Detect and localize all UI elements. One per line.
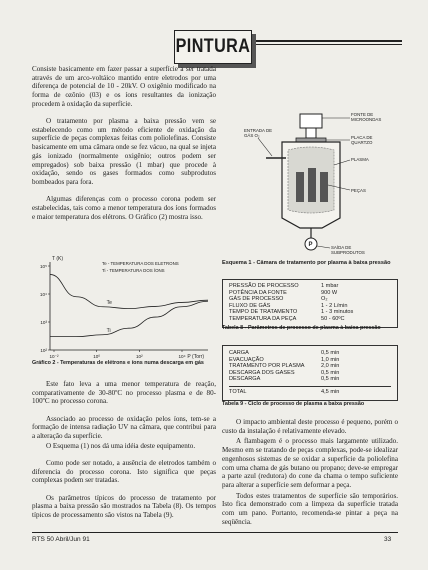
table-row — [229, 370, 391, 377]
right-column — [222, 418, 398, 528]
microwave-source — [300, 114, 322, 128]
footer-rule — [32, 532, 398, 533]
quartz-plate — [296, 138, 326, 142]
table-row — [229, 303, 391, 310]
table-row — [229, 283, 391, 290]
part — [296, 172, 304, 202]
series-label-te: Te — [106, 299, 112, 306]
y-axis-label: T (K) — [52, 256, 64, 262]
paragraph: Este fato leva a uma menor temperatura de reação, comparativamente de 30-80ºC no processo plasma e de 80-100ºC no processo corona. — [32, 380, 216, 406]
series-line-ti — [50, 301, 208, 336]
paragraph: O impacto ambiental deste processo é pequeno, porém o custo da instalação é relativamente elevado. — [222, 418, 398, 435]
diagram-caption: Esquema 1 - Câmara de tratamento por plasma à baixa pressão — [222, 260, 391, 266]
paragraph: O tratamento por plasma a baixa pressão vem se estabelecendo como um método eficiente de oxidação da superfície de peças complexas feitas com poliolefinas. Consiste basicamente em uma câmara onde se fez vácuo, na qual se injeta gás ionizado (normalmente oxigênio; outros podem ser empregados) sob baixa pressão (1 mbar) que procede à oxidação, sendo os gases formados como subprodutos bombeados para fora. — [32, 117, 216, 186]
table-cell-value: 2,0 min — [321, 363, 340, 370]
table-cell-param: EVACUAÇÃO — [229, 356, 264, 363]
table-row — [229, 309, 391, 316]
paragraph: Como pode ser notado, a ausência de eletrodos também o diferencia do processo corona. Isto significa que peças complexas podem ser tratadas. — [32, 458, 216, 485]
paragraph: A flambagem é o processo mais largamente utilizado. Mesmo em se tratando de peças complexas, pode-se idealizar engenhosos sistemas de se oxidar a superfície da poliolefina com uma chama de gás butano ou propano; deve-se empregar a parte azul (redutora) do cone da chama o tempo suficiente para alterar a superfície sem deformar a peça. — [222, 437, 398, 489]
y-tick-label: 10⁵ — [39, 264, 47, 269]
table-cell-value: 1 - 3 minutos — [321, 309, 354, 316]
table-row — [229, 296, 391, 303]
paragraph: Algumas diferenças com o processo corona podem ser estabelecidas, tais como a menor temperatura dos íons formados e maior temperatura dos elétrons. O Gráfico (2) mostra isso. — [32, 195, 216, 221]
table-cell-param: FLUXO DE GÁS — [229, 302, 271, 309]
total-label: TOTAL — [229, 388, 247, 395]
table-cell-value: 0,5 min — [321, 350, 340, 356]
leader-line — [317, 246, 330, 248]
section-title: PINTURA — [175, 36, 251, 57]
chart-svg — [32, 252, 218, 362]
left-column — [32, 65, 216, 230]
section-title-box — [174, 30, 252, 64]
x-tick-label: 10⁰ — [93, 354, 101, 359]
table-cell-param: DESCARGA — [229, 376, 261, 383]
y-tick-label: 10³ — [40, 320, 47, 325]
chart-caption: Gráfico 2 - Temperaturas de elétrons e íons numa descarga em gás — [32, 360, 204, 366]
label-source-2: MICROONDAS — [351, 117, 382, 122]
x-tick-label: 10² — [136, 354, 143, 359]
table-cell-value: O₂ — [321, 296, 328, 303]
waveguide — [306, 128, 316, 138]
table-row — [229, 376, 391, 383]
series-label-ti: Ti — [106, 327, 111, 334]
table-9-total-row — [229, 386, 391, 396]
pump-symbol: P — [308, 242, 313, 248]
table-row — [229, 350, 391, 357]
table-row — [229, 316, 391, 323]
table-cell-param: TEMPERATURA DA PEÇA — [229, 315, 297, 322]
x-tick-label: 10⁴ — [178, 354, 186, 359]
paragraph: Consiste basicamente em fazer passar a superfície a ser tratada através de um arco-voltáico mantido entre eletrodos por uma diferença de potencial de 10 - 20kV. O oxigênio modificado na forma de ozônio (03) e os íons resultantes da ionização procedem à oxidação da superfície. — [32, 65, 216, 108]
part — [320, 172, 328, 202]
table-cell-param: DESCARGA DOS GASES — [229, 369, 295, 376]
part — [308, 168, 316, 202]
table-row — [229, 357, 391, 364]
label-parts: PEÇAS — [351, 188, 366, 193]
table-cell-param: TEMPO DE TRATAMENTO — [229, 309, 298, 316]
label-plate-1: PLACA DE — [351, 135, 373, 140]
label-outlet-2: SUBPRODUTOS — [331, 250, 365, 255]
page-number: 33 — [384, 536, 392, 543]
table-cell-param: GÁS DE PROCESSO — [229, 296, 284, 303]
x-axis-label: P (Torr) — [187, 354, 204, 360]
label-gas-2: GÁS O₂ — [244, 133, 260, 138]
table-cell-value: 1 - 2 L/min — [321, 302, 348, 309]
label-gas-1: ENTRADA DE — [244, 128, 273, 133]
footer-issue: RTS 50 Abril/Jun 91 — [32, 536, 90, 543]
plasma-chamber-diagram — [222, 110, 400, 260]
table-cell-value: 0,5 min — [321, 376, 340, 383]
legend-entry-ti: Ti - TEMPERATURA DOS ÍONS — [102, 268, 165, 273]
label-source-1: FONTE DE — [351, 112, 374, 117]
table-8 — [222, 279, 398, 328]
legend-entry-te: Te - TEMPERATURA DOS ELETRONS — [102, 261, 179, 266]
leader-line — [258, 138, 272, 156]
paragraph: Os parâmetros típicos do processo de tratamento por plasma a baixa pressão são mostrados na Tabela (8). Os tempos típicos de processamento são vistos na Tabela (9). — [32, 493, 216, 519]
table-cell-value: 900 W — [321, 289, 338, 296]
table-cell-param: TRATAMENTO POR PLASMA — [229, 363, 305, 370]
table-cell-param: POTÊNCIA DA FONTE — [229, 289, 287, 296]
table-cell-value: 1,0 min — [321, 356, 340, 363]
series-line-te — [50, 274, 208, 308]
table-9 — [222, 345, 398, 401]
left-column-lower — [32, 380, 216, 528]
table-row — [229, 363, 391, 370]
diagram-svg — [222, 110, 400, 260]
label-plate-2: QUARTZO — [351, 140, 373, 145]
table-cell-value: 1 mbar — [321, 283, 339, 289]
y-tick-label: 10⁴ — [39, 292, 47, 297]
label-plasma: PLASMA — [351, 157, 369, 162]
y-tick-label: 10² — [40, 348, 47, 353]
paragraph: Todos estes tratamentos de superfície são temporários. Isto fica demonstrado com a limpeza da superfície tratada com um pano. Portanto, recomenda-se pintar a peça na seqüência. — [222, 491, 398, 526]
table-9-caption: Tabela 9 - Ciclo de processo de plasma a baixa pressão — [222, 401, 365, 407]
paragraph: O Esquema (1) nos dá uma idéia deste equipamento. — [46, 441, 196, 450]
table-cell-param: CARGA — [229, 350, 249, 356]
paragraph: Associado ao processo de oxidação pelos íons, tem-se a formação de intensa radiação UV na câmara, que contribui para a alteração da superfície. — [32, 414, 216, 441]
temperature-chart — [32, 252, 218, 372]
table-cell-value: 0,5 min — [321, 369, 340, 376]
table-8-caption: Tabela 8 - Parâmetros de processo de plasma à baixa pressão — [222, 325, 381, 331]
table-cell-value: 50 - 60ºC — [321, 315, 345, 322]
x-tick-label: 10⁻² — [49, 354, 59, 359]
total-value: 4,5 min — [321, 388, 340, 395]
label-outlet-1: SAÍDA DE — [331, 245, 352, 250]
table-cell-param: PRESSÃO DE PROCESSO — [229, 283, 299, 289]
